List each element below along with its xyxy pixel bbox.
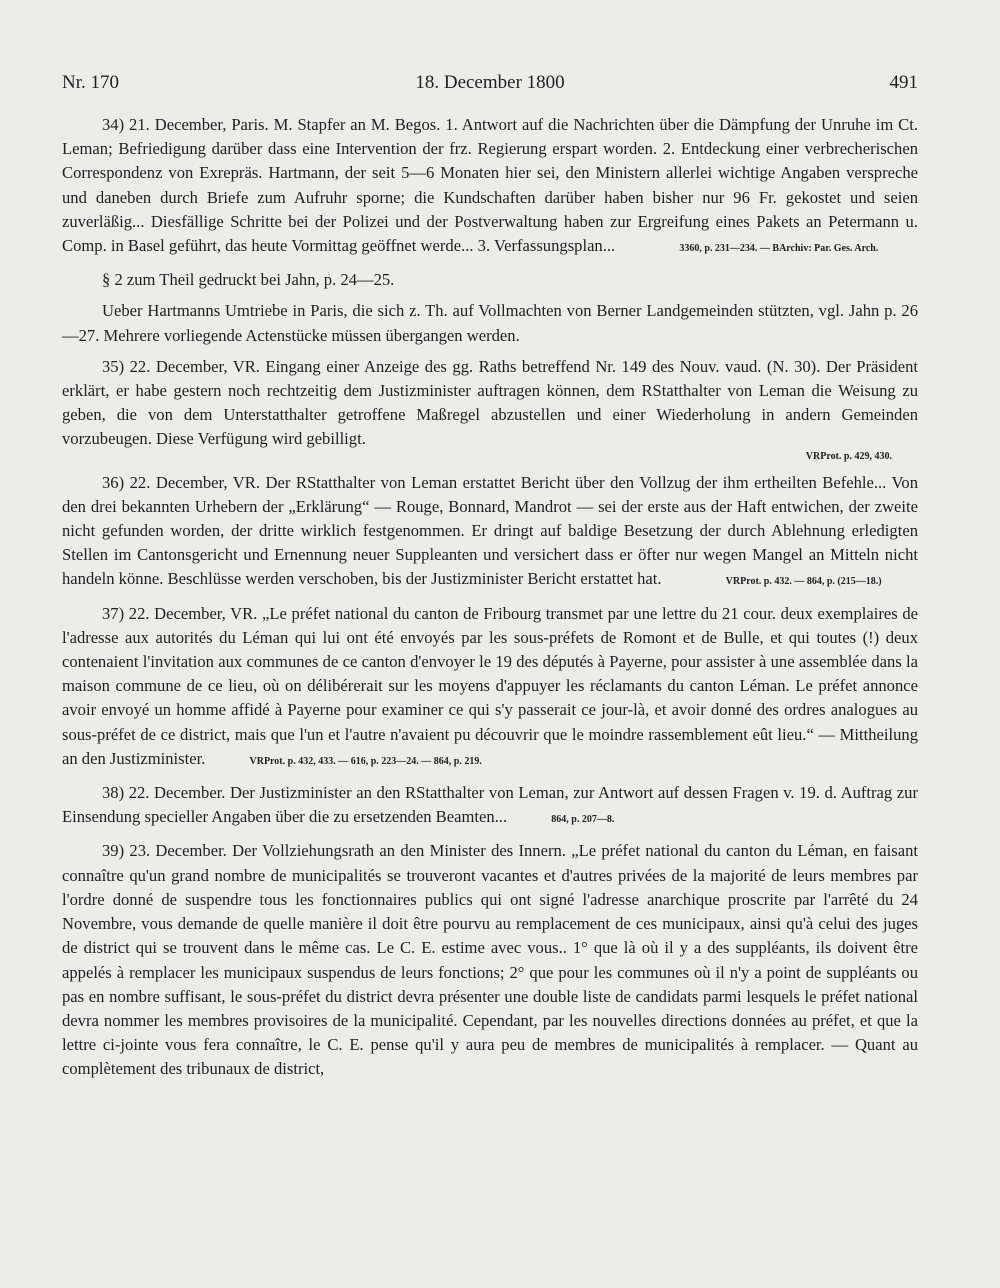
entry-text: § 2 zum Theil gedruckt bei Jahn, p. 24—25. <box>102 270 395 290</box>
page-header <box>62 72 918 102</box>
entry-text: 38) 22. December. Der Justizminister an den RStatthalter von Leman, zur Antwort auf dessen Fragen v. 19. d. Auftrag zur Einsendung specieller Angaben über die zu ersetzenden Beamten... <box>62 783 918 827</box>
entry-34 <box>62 113 918 261</box>
entry-35 <box>62 355 918 464</box>
page-number: 491 <box>889 72 918 93</box>
entry-text: 36) 22. December, VR. Der RStatthalter von Leman erstattet Bericht über den Vollzug der ihm ertheilten Befehle... Von den drei bekannten Urhebern der „Erklärung“ — Rouge, Bonnard, Mandrot — sei der erste aus der Haft entwichen, der zweite nicht gefunden worden, der dritte wirklich festgenommen. Er dringt auf baldige Besetzung der durch Ablehnung erledigten Stellen im Cantonsgericht und Ernennung neuer Suppleanten und versichert dass er öfter nur wegen Mangel an Mitteln nicht handeln könne. Beschlüsse werden verschoben, bis der Justizminister Bericht erstattet hat. <box>62 472 918 589</box>
entry-text: 35) 22. December, VR. Eingang einer Anzeige des gg. Raths betreffend Nr. 149 des Nouv. vaud. (N. 30). Der Präsident erklärt, er habe gestern noch rechtzeitig dem Justizminister auftragen können, dem RStatthalter von Leman die Weisung zu geben, die von dem Unterstatthalter getroffene Maßregel abzustellen und einer Wiederholung in andern Gemeinden vorzubeugen. Diese Verfügung wird gebilligt. <box>62 356 918 449</box>
document-body <box>62 113 918 1089</box>
entry-text: Ueber Hartmanns Umtriebe in Paris, die sich z. Th. auf Vollmachten von Berner Landgemeinden stützten, vgl. Jahn p. 26—27. Mehrere vorliegende Actenstücke müssen übergangen werden. <box>62 301 918 345</box>
entry-37 <box>62 602 918 774</box>
entry-source: VRProt. p. 432. — 864, p. (215—18.) <box>725 576 882 588</box>
entry-38 <box>62 781 918 832</box>
entry-note-jahn <box>62 268 918 292</box>
entry-source: 864, p. 207—8. <box>551 814 615 826</box>
entry-text: 37) 22. December, VR. „Le préfet national du canton de Fribourg transmet par une lettre du 21 cour. deux exemplaires de l'adresse aux autorités du Léman qui lui ont été envoyés par les sous-préfets de Romont et de Bulle, et qui toutes (!) deux contenaient l'invitation aux communes de ce canton d'envoyer le 19 des députés à Payerne, pour assister à une assemblée dans la maison commune de ce lieu, où on délibérerait sur les moyens d'appuyer les réclamants du canton Léman. Le préfet annonce avoir envoyé un homme affidé à Payerne pour examiner ce qui s'y passerait ce jour-là, et avoir donné des ordres analogues au sous-préfet de ce district, mais que l'un et l'autre n'avaient pu découvrir que le moindre rassemblement eût lieu.“ — Mittheilung an den Justizminister. <box>62 603 918 768</box>
header-date: 18. December 1800 <box>415 72 565 93</box>
entry-note-hartmann <box>62 299 918 347</box>
entry-source: VRProt. p. 432, 433. — 616, p. 223—24. — 864, p. 219. <box>249 755 482 767</box>
entry-text: 34) 21. December, Paris. M. Stapfer an M. Begos. 1. Antwort auf die Nachrichten über die Dämpfung der Unruhe im Ct. Leman; Befriedigung darüber dass eine Intervention der frz. Regierung erspart worden. 2. Entdeckung einer verbrecherischen Correspondenz von Exrepräs. Hartmann, der seit 5—6 Monaten hier sei, den Ministern allerlei wichtige Angaben verspreche und daneben durch Briefe zum Aufruhr sporne; die Kundschaften darüber haben bisher nur 96 Fr. gekostet und seien zuverläßig... Diesfällige Schritte bei der Polizei und der Postverwaltung haben zur Ergreifung eines Pakets an Petermann u. Comp. in Basel geführt, das heute Vormittag geöffnet werde... 3. Verfassungsplan... <box>62 115 918 256</box>
entry-text: 39) 23. December. Der Vollziehungsrath an den Minister des Innern. „Le préfet national du canton du Léman, en faisant connaître qu'un grand nombre de municipalités se trouveront vacantes et d'autres privées de la majorité de leurs membres par l'ordre donné de suspendre tous les fonctionnaires publics qui ont signé l'adresse anarchique proscrite par l'arrêté du 24 Novembre, vous demande de quelle manière il doit être pourvu au remplacement de ces municipaux, ainsi qu'à celui des juges de district qui se trouvent dans le même cas. Le C. E. estime avec vous.. 1° que là où il y a des suppléants, ils doivent être appelés à remplacer les municipaux suspendus de leurs fonctions; 2° que pour les communes où il n'y a point de suppléants ou pas en nombre suffisant, le sous-préfet du district devra présenter une double liste de candidats parmi lesquels le préfet national devra nommer les membres provisoires de la municipalité. Cependant, par les nouvelles directions données au préfet, et que la lettre ci-jointe vous fera connaître, le C. E. pense qu'il y aura peu de membres de municipalités à remplacer. — Quant au complètement des tribunaux de district, <box>62 841 918 1079</box>
entry-source: 3360, p. 231—234. — BArchiv: Par. Ges. Arch. <box>679 243 879 255</box>
entry-source: VRProt. p. 429, 430. <box>805 450 892 462</box>
document-number: Nr. 170 <box>62 72 119 93</box>
entry-39 <box>62 839 918 1081</box>
entry-36 <box>62 471 918 595</box>
